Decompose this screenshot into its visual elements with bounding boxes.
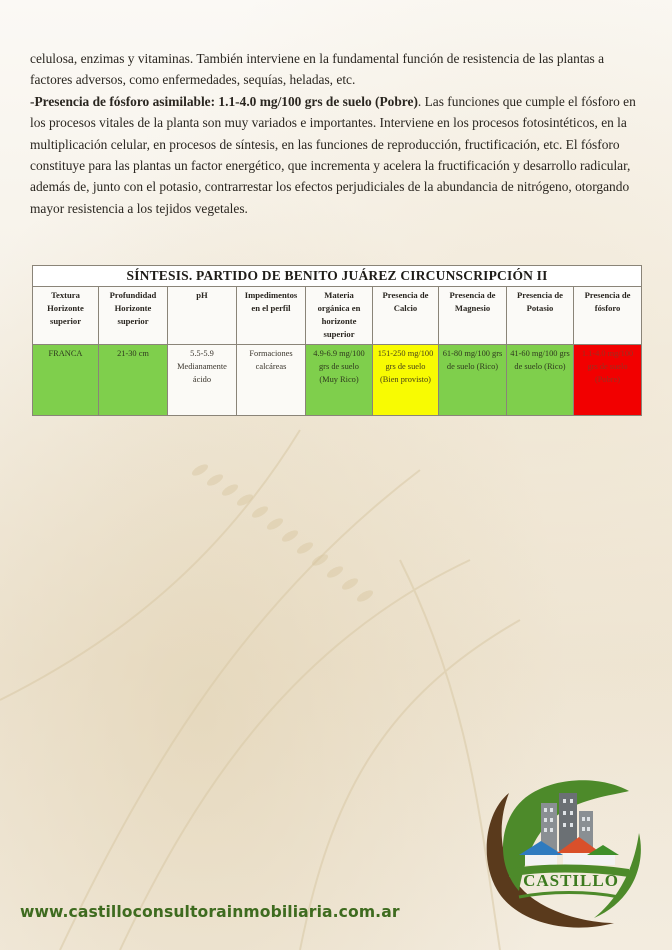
cell-magnesio: 61-80 mg/100 grs de suelo (Rico) [439,345,507,416]
cell-textura: FRANCA [33,345,99,416]
header-profundidad: Profundidad Horizonte superior [99,287,168,345]
table-title: SÍNTESIS. PARTIDO DE BENITO JUÁREZ CIRCUNSCRIPCIÓN II [33,266,642,287]
cell-fosforo: 1.1-4.0 mg/100 grs de suelo (Pobre) [574,345,642,416]
header-potasio: Presencia de Potasio [507,287,574,345]
header-textura: Textura Horizonte superior [33,287,99,345]
table-header-row [33,287,642,345]
paragraph-phosphorus [30,91,642,219]
header-calcio: Presencia de Calcio [373,287,439,345]
cell-profundidad: 21-30 cm [99,345,168,416]
cell-calcio: 151-250 mg/100 grs de suelo (Bien provisto) [373,345,439,416]
phosphorus-heading: -Presencia de fósforo asimilable: 1.1-4.0 mg/100 grs de suelo (Pobre) [30,93,418,109]
header-impedimentos: Impedimentos en el perfil [237,287,306,345]
header-fosforo: Presencia de fósforo [574,287,642,345]
cell-ph: 5.5-5.9 Medianamente ácido [168,345,237,416]
castillo-logo [479,773,655,933]
table-row [33,345,642,416]
header-ph: pH [168,287,237,345]
cell-materia-organica: 4.9-6.9 mg/100 grs de suelo (Muy Rico) [306,345,373,416]
website-link[interactable]: www.castilloconsultorainmobiliaria.com.ar [20,903,400,921]
header-magnesio: Presencia de Magnesio [439,287,507,345]
synthesis-table [32,265,642,416]
cell-potasio: 41-60 mg/100 grs de suelo (Rico) [507,345,574,416]
phosphorus-body: . Las funciones que cumple el fósforo en los procesos vitales de la planta son muy variados e importantes. Interviene en los procesos fotosintéticos, en la multiplicación celular, en procesos de síntesis, en las funciones de reproducción, fructificación, etc. El fósforo constituye para las plantas un factor energético, que incrementa y acelera la fructificación y desarrollo radicular, además de, junto con el potasio, contrarrestar los efectos perjudiciales de la abundancia de nitrógeno, otorgando mayor resistencia a los tejidos vegetales. [30,93,636,216]
paragraph-nitrogen-end: celulosa, enzimas y vitaminas. También interviene en la fundamental función de resistencia de las plantas a factores adversos, como enfermedades, sequías, heladas, etc. [30,51,605,88]
header-materia-organica: Materia orgánica en horizonte superior [306,287,373,345]
logo-text: CASTILLO [523,871,619,890]
cell-impedimentos: Formaciones calcáreas [237,345,306,416]
body-text [30,48,642,219]
